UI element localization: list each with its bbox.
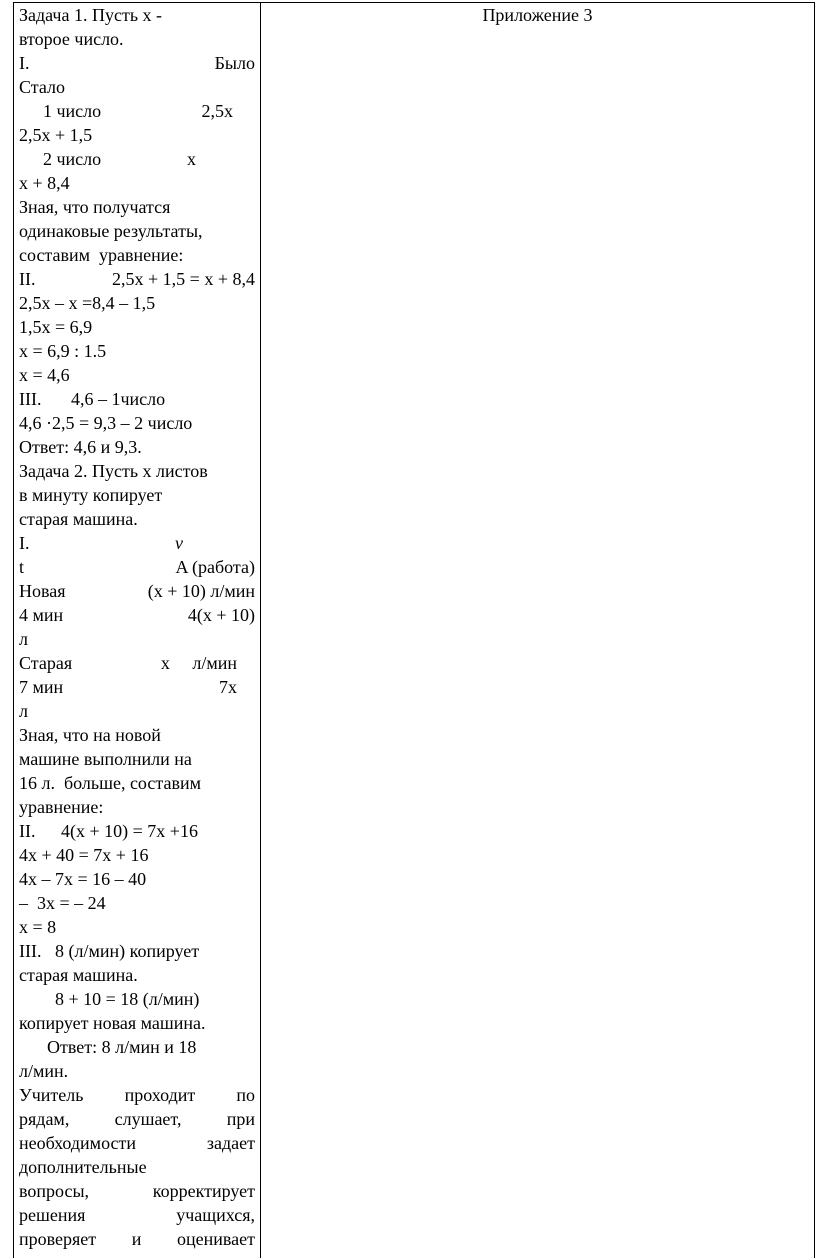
table-header-line: I. v (19, 533, 183, 553)
answer-line: Ответ: 4,6 и 9,3. (19, 437, 142, 457)
text-line: второе число. (19, 29, 124, 49)
text-line: 1,5х = 6,9 (19, 317, 93, 337)
text-line: 16 л. больше, составим (19, 773, 201, 793)
text-line: л (19, 629, 28, 649)
text-line: составим уравнение: (19, 245, 184, 265)
text-line: одинаковые результаты, (19, 221, 203, 241)
table-header-line: t A (работа) (19, 557, 255, 577)
text-line: х = 8 (19, 917, 57, 937)
text-line: 4,6 ·2,5 = 9,3 – 2 число (19, 413, 193, 433)
text-line: л (19, 701, 28, 721)
text-line: х = 4,6 (19, 365, 70, 385)
text-line: старая машина. (19, 965, 138, 985)
content-table (13, 2, 815, 1258)
text-line: машине выполнили на (19, 749, 192, 769)
text-line: Зная, что на новой (19, 725, 161, 745)
table-row-line: 1 число 2,5х (43, 101, 233, 121)
text-line: 2,5х + 1,5 (19, 125, 93, 145)
table-row-line: Старая х л/мин (19, 653, 237, 673)
text-line: – 3х = – 24 (19, 893, 106, 913)
text-line: Задача 1. Пусть х - (19, 5, 163, 25)
text-line: в минуту копирует (19, 485, 163, 505)
answer-line: Ответ: 8 л/мин и 18 (47, 1037, 197, 1057)
table-row-line: Новая (х + 10) л/мин (19, 581, 255, 601)
column-divider (260, 3, 261, 1258)
text-line: уравнение: (19, 797, 104, 817)
table-row-line: 4 мин 4(х + 10) (19, 605, 255, 625)
appendix-cell (261, 3, 814, 27)
text-line: вопросы, корректирует (19, 1181, 255, 1201)
text-line: 4х + 40 = 7х + 16 (19, 845, 149, 865)
text-line: х = 6,9 : 1.5 (19, 341, 107, 361)
text-line: рядам, слушает, при (19, 1109, 255, 1129)
text-line: III. 4,6 – 1число (19, 389, 166, 409)
equation-line: II. 4(х + 10) = 7х +16 (19, 821, 198, 841)
text-line: необходимости задает (19, 1133, 255, 1153)
text-line: решения учащихся, (19, 1205, 255, 1225)
text-line: III. 8 (л/мин) копирует (19, 941, 200, 961)
text-line: проверяет и оценивает (19, 1229, 255, 1249)
text-line: Зная, что получатся (19, 197, 171, 217)
text-line: 8 + 10 = 18 (л/мин) (55, 989, 200, 1009)
text-line: 4х – 7х = 16 – 40 (19, 869, 147, 889)
table-row-line: 7 мин 7х (19, 677, 237, 697)
text-line: Учитель проходит по (19, 1085, 255, 1105)
text-line: старая машина. (19, 509, 138, 529)
text-line: 2,5х – х =8,4 – 1,5 (19, 293, 156, 313)
text-line: копирует новая машина. (19, 1013, 206, 1033)
text-line: Задача 2. Пусть х листов (19, 461, 208, 481)
text-line: л/мин. (19, 1061, 69, 1081)
text-line: Стало (19, 77, 65, 97)
text-line: х + 8,4 (19, 173, 70, 193)
appendix-label: Приложение 3 (482, 5, 593, 25)
table-row-line: 2 число х (43, 149, 196, 169)
text-line: дополнительные (19, 1157, 147, 1177)
equation-line: II. 2,5х + 1,5 = х + 8,4 (19, 269, 255, 289)
table-header-line: I. Было (19, 53, 255, 73)
